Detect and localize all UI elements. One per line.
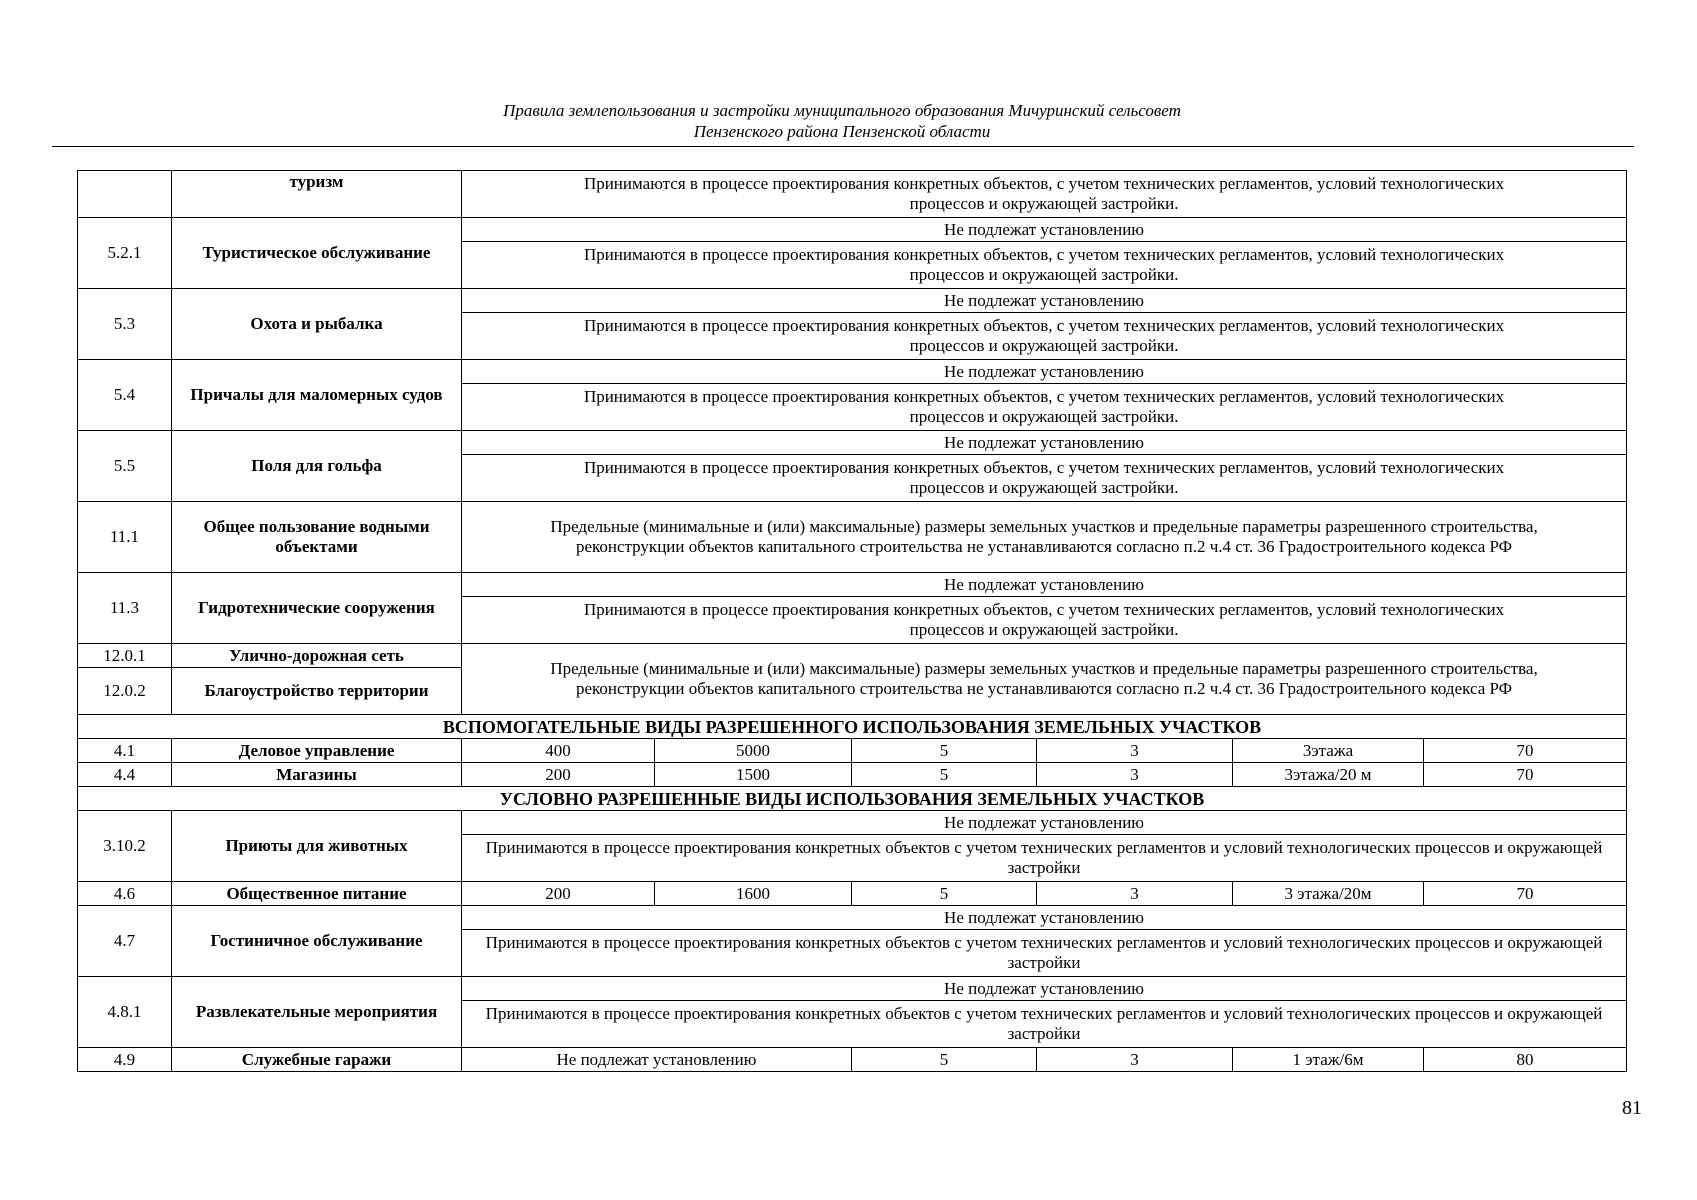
table-row	[78, 644, 1627, 668]
params-cell: Принимаются в процессе проектирования конкретных объектов, с учетом технических регламентов, условий технологических процессов и окружающей застройки.	[462, 384, 1627, 431]
code-cell: 5.4	[78, 360, 172, 431]
table-row	[78, 360, 1627, 384]
value-cell: 1 этаж/6м	[1233, 1048, 1424, 1072]
table-row	[78, 763, 1627, 787]
table-row	[78, 739, 1627, 763]
value-cell: 5	[852, 882, 1037, 906]
use-name-cell: туризм	[172, 171, 462, 218]
value-cell: 70	[1424, 763, 1627, 787]
params-cell: Принимаются в процессе проектирования конкретных объектов с учетом технических регламентов и условий технологических процессов и окружающей застройки	[462, 1001, 1627, 1048]
table-row	[78, 171, 1627, 218]
value-cell: 5	[852, 763, 1037, 787]
code-cell: 5.2.1	[78, 218, 172, 289]
value-cell: 80	[1424, 1048, 1627, 1072]
value-cell: 5	[852, 1048, 1037, 1072]
code-cell: 4.8.1	[78, 977, 172, 1048]
params-cell: Не подлежат установлению	[462, 977, 1627, 1001]
section-row	[78, 715, 1627, 739]
value-cell: Не подлежат установлению	[462, 1048, 852, 1072]
params-cell: Не подлежат установлению	[462, 811, 1627, 835]
value-cell: 5	[852, 739, 1037, 763]
params-cell: Не подлежат установлению	[462, 360, 1627, 384]
table-row	[78, 431, 1627, 455]
section-row	[78, 787, 1627, 811]
section-heading: ВСПОМОГАТЕЛЬНЫЕ ВИДЫ РАЗРЕШЕННОГО ИСПОЛЬЗОВАНИЯ ЗЕМЕЛЬНЫХ УЧАСТКОВ	[78, 715, 1627, 739]
value-cell: 3 этажа/20м	[1233, 882, 1424, 906]
params-cell: Не подлежат установлению	[462, 289, 1627, 313]
code-cell: 11.3	[78, 573, 172, 644]
code-cell: 4.6	[78, 882, 172, 906]
use-name-cell: Улично-дорожная сеть	[172, 644, 462, 668]
value-cell: 200	[462, 882, 655, 906]
params-cell: Принимаются в процессе проектирования конкретных объектов, с учетом технических регламентов, условий технологических процессов и окружающей застройки.	[462, 171, 1627, 218]
params-cell: Принимаются в процессе проектирования конкретных объектов с учетом технических регламентов и условий технологических процессов и окружающей застройки	[462, 835, 1627, 882]
use-name-cell: Приюты для животных	[172, 811, 462, 882]
table-row	[78, 573, 1627, 597]
code-cell: 12.0.2	[78, 668, 172, 715]
header-line-1: Правила землепользования и застройки муниципального образования Мичуринский сельсовет	[503, 101, 1181, 120]
value-cell: 3этажа/20 м	[1233, 763, 1424, 787]
table-row	[78, 218, 1627, 242]
land-use-table	[77, 170, 1627, 1072]
value-cell: 200	[462, 763, 655, 787]
section-heading: УСЛОВНО РАЗРЕШЕННЫЕ ВИДЫ ИСПОЛЬЗОВАНИЯ ЗЕМЕЛЬНЫХ УЧАСТКОВ	[78, 787, 1627, 811]
use-name-cell: Благоустройство территории	[172, 668, 462, 715]
use-name-cell: Туристическое обслуживание	[172, 218, 462, 289]
value-cell: 3	[1037, 1048, 1233, 1072]
use-name-cell: Поля для гольфа	[172, 431, 462, 502]
use-name-cell: Деловое управление	[172, 739, 462, 763]
code-cell: 4.4	[78, 763, 172, 787]
table-row	[78, 1048, 1627, 1072]
value-cell: 1600	[655, 882, 852, 906]
table-row	[78, 289, 1627, 313]
header-rule	[52, 146, 1634, 147]
code-cell: 5.5	[78, 431, 172, 502]
code-cell: 4.1	[78, 739, 172, 763]
value-cell: 3	[1037, 739, 1233, 763]
params-cell: Принимаются в процессе проектирования конкретных объектов, с учетом технических регламентов, условий технологических процессов и окружающей застройки.	[462, 597, 1627, 644]
value-cell: 3этажа	[1233, 739, 1424, 763]
header-line-2: Пензенского района Пензенской области	[693, 122, 991, 141]
params-cell: Принимаются в процессе проектирования конкретных объектов с учетом технических регламентов и условий технологических процессов и окружающей застройки	[462, 930, 1627, 977]
use-name-cell: Причалы для маломерных судов	[172, 360, 462, 431]
use-name-cell: Служебные гаражи	[172, 1048, 462, 1072]
value-cell: 3	[1037, 763, 1233, 787]
table-row	[78, 906, 1627, 930]
code-cell	[78, 171, 172, 218]
params-cell: Предельные (минимальные и (или) максимальные) размеры земельных участков и предельные параметры разрешенного строительства, реконструкции объектов капитального строительства не устанавливаются согласно п.2 ч.4 ст. 36 Градостроительного кодекса РФ	[462, 644, 1627, 715]
use-name-cell: Магазины	[172, 763, 462, 787]
table-row	[78, 882, 1627, 906]
params-cell: Не подлежат установлению	[462, 431, 1627, 455]
use-name-cell: Охота и рыбалка	[172, 289, 462, 360]
code-cell: 11.1	[78, 502, 172, 573]
code-cell: 5.3	[78, 289, 172, 360]
value-cell: 400	[462, 739, 655, 763]
value-cell: 1500	[655, 763, 852, 787]
params-cell: Не подлежат установлению	[462, 906, 1627, 930]
value-cell: 3	[1037, 882, 1233, 906]
params-cell: Принимаются в процессе проектирования конкретных объектов, с учетом технических регламентов, условий технологических процессов и окружающей застройки.	[462, 242, 1627, 289]
page-number: 81	[1622, 1097, 1642, 1119]
document-header	[52, 100, 1632, 142]
value-cell: 5000	[655, 739, 852, 763]
code-cell: 4.9	[78, 1048, 172, 1072]
table-row	[78, 811, 1627, 835]
use-name-cell: Развлекательные мероприятия	[172, 977, 462, 1048]
value-cell: 70	[1424, 739, 1627, 763]
code-cell: 4.7	[78, 906, 172, 977]
params-cell: Предельные (минимальные и (или) максимальные) размеры земельных участков и предельные параметры разрешенного строительства, реконструкции объектов капитального строительства не устанавливаются согласно п.2 ч.4 ст. 36 Градостроительного кодекса РФ	[462, 502, 1627, 573]
use-name-cell: Гостиничное обслуживание	[172, 906, 462, 977]
params-cell: Принимаются в процессе проектирования конкретных объектов, с учетом технических регламентов, условий технологических процессов и окружающей застройки.	[462, 455, 1627, 502]
use-name-cell: Гидротехнические сооружения	[172, 573, 462, 644]
params-cell: Не подлежат установлению	[462, 218, 1627, 242]
code-cell: 3.10.2	[78, 811, 172, 882]
code-cell: 12.0.1	[78, 644, 172, 668]
value-cell: 70	[1424, 882, 1627, 906]
table-row	[78, 502, 1627, 573]
use-name-cell: Общее пользование водными объектами	[172, 502, 462, 573]
table-row	[78, 977, 1627, 1001]
params-cell: Принимаются в процессе проектирования конкретных объектов, с учетом технических регламентов, условий технологических процессов и окружающей застройки.	[462, 313, 1627, 360]
params-cell: Не подлежат установлению	[462, 573, 1627, 597]
use-name-cell: Общественное питание	[172, 882, 462, 906]
